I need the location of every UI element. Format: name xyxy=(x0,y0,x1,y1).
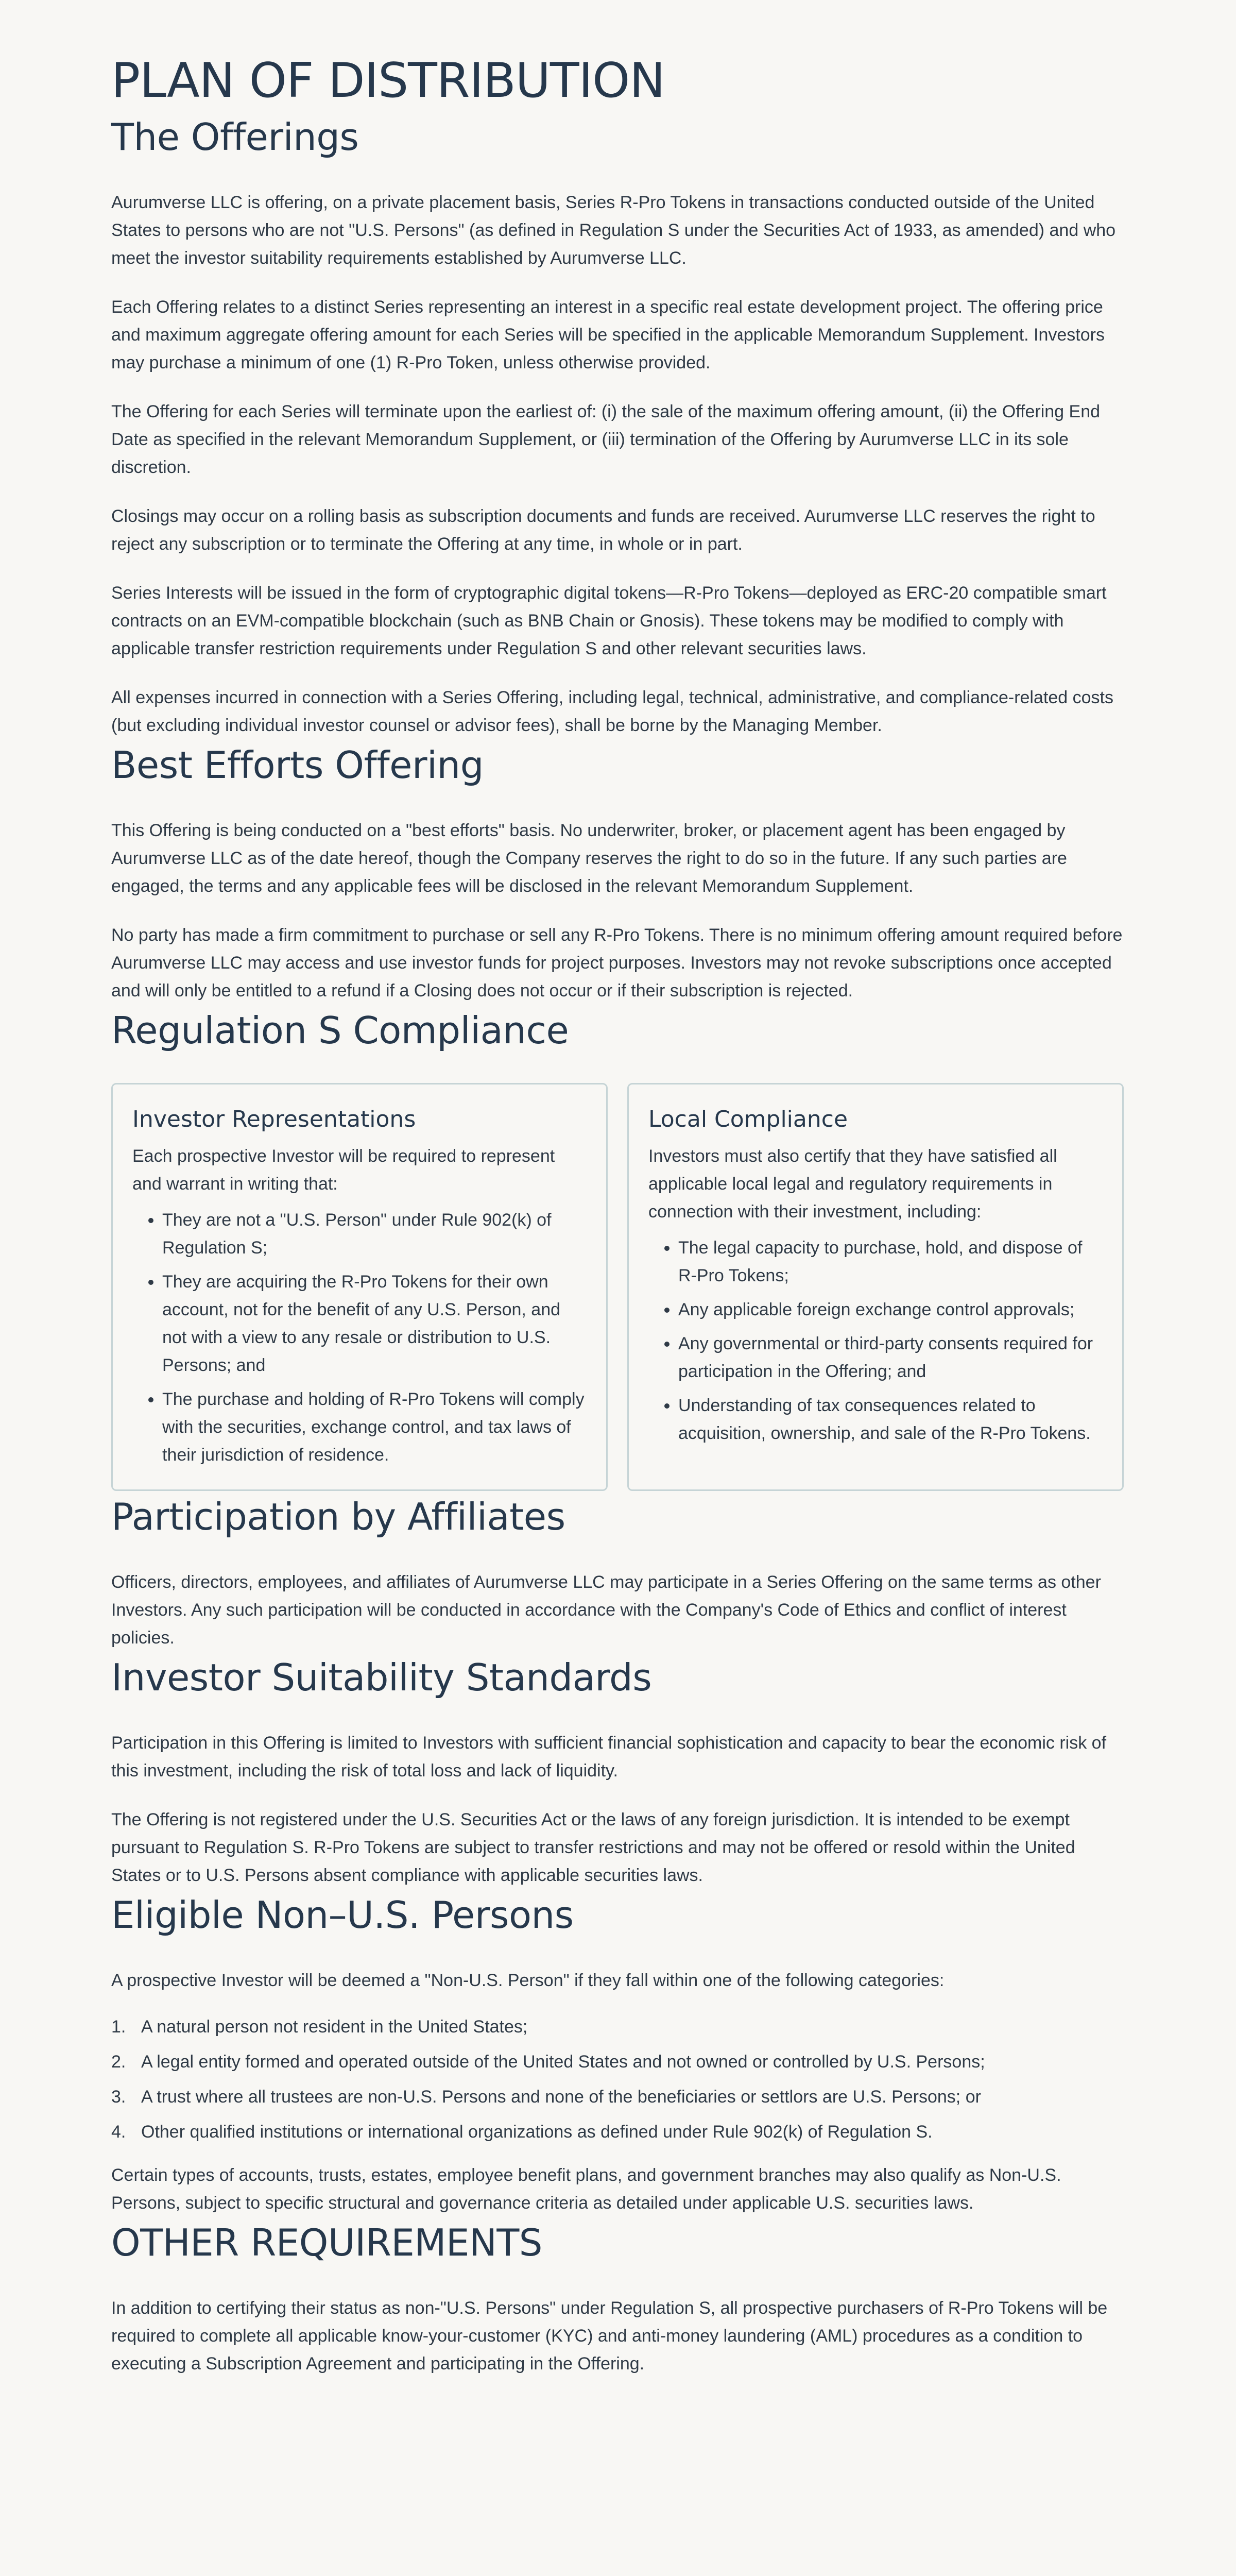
list-item xyxy=(111,2083,1124,2111)
list-item xyxy=(111,2013,1124,2041)
list-item: • The legal capacity to purchase, hold, and dispose of R-Pro Tokens; xyxy=(678,1234,1103,1290)
list-item: • Understanding of tax consequences related to acquisition, ownership, and sale of the R-Pro Tokens. xyxy=(678,1392,1103,1447)
page-title: PLAN OF DISTRIBUTION xyxy=(111,53,665,108)
other-requirements-paragraph: In addition to certifying their status as non-"U.S. Persons" under Regulation S, all prospective purchasers of R-Pro Tokens will be required to complete all applicable know-your-customer (KYC) and anti-money laundering (AML) procedures as a condition to executing a Subscription Agreement and participating in the Offering. xyxy=(111,2298,1108,2374)
local-compliance-card xyxy=(627,1083,1124,1491)
card-title: Local Compliance xyxy=(648,1106,848,1132)
section-heading-affiliates: Participation by Affiliates xyxy=(111,1495,565,1538)
eligible-outro: Certain types of accounts, trusts, estates, employee benefit plans, and government branches may also qualify as Non-U.S. Persons, subject to specific structural and governance criteria as detailed under applicable U.S. securities laws. xyxy=(111,2165,1061,2213)
list-text: A natural person not resident in the United States; xyxy=(141,2017,528,2037)
list-item: • The purchase and holding of R-Pro Tokens will comply with the securities, exchange control, and tax laws of their jurisdiction of residence. xyxy=(162,1385,587,1469)
affiliates-paragraph: Officers, directors, employees, and affiliates of Aurumverse LLC may participate in a Series Offering on the same terms as other Investors. Any such participation will be conducted in accordance with the Company's Code of Ethics and conflict of interest policies. xyxy=(111,1572,1101,1648)
section-heading-regulation-s: Regulation S Compliance xyxy=(111,1009,569,1052)
list-item xyxy=(111,2118,1124,2146)
section-heading-other-requirements: OTHER REQUIREMENTS xyxy=(111,2221,542,2264)
eligible-categories-list xyxy=(111,2013,1124,2146)
card-title: Investor Representations xyxy=(132,1106,416,1132)
card-intro: Investors must also certify that they have satisfied all applicable local legal and regulatory requirements in connection with their investment, including: xyxy=(648,1146,1057,1222)
list-item: • Any governmental or third-party consents required for participation in the Offering; and xyxy=(678,1330,1103,1385)
investor-representations-card xyxy=(111,1083,608,1491)
suitability-paragraph: The Offering is not registered under the U.S. Securities Act or the laws of any foreign jurisdiction. It is intended to be exempt pursuant to Regulation S. R-Pro Tokens are subject to transfer restrictions and may not be offered or resold within the United States or to U.S. Persons absent compliance with applicable securities laws. xyxy=(111,1810,1075,1885)
offerings-paragraph: Aurumverse LLC is offering, on a private placement basis, Series R-Pro Tokens in transactions conducted outside of the United States to persons who are not "U.S. Persons" (as defined in Regulation S under the Securities Act of 1933, as amended) and who meet the investor suitability requirements established by Aurumverse LLC. xyxy=(111,193,1116,268)
list-text: A legal entity formed and operated outside of the United States and not owned or controlled by U.S. Persons; xyxy=(141,2052,985,2072)
section-heading-suitability: Investor Suitability Standards xyxy=(111,1656,652,1699)
card-intro: Each prospective Investor will be required to represent and warrant in writing that: xyxy=(132,1146,555,1194)
card-bullet-list xyxy=(132,1206,587,1469)
suitability-paragraph: Participation in this Offering is limited to Investors with sufficient financial sophistication and capacity to bear the economic risk of this investment, including the risk of total loss and lack of liquidity. xyxy=(111,1733,1107,1781)
best-efforts-paragraph: No party has made a firm commitment to purchase or sell any R-Pro Tokens. There is no minimum offering amount required before Aurumverse LLC may access and use investor funds for project purposes. Investors may not revoke subscriptions once accepted and will only be entitled to a refund if a Closing does not occur or if their subscription is rejected. xyxy=(111,925,1123,1001)
list-number: 3. xyxy=(111,2087,126,2107)
section-heading-eligible: Eligible Non–U.S. Persons xyxy=(111,1893,574,1937)
list-item xyxy=(111,2048,1124,2076)
list-number: 2. xyxy=(111,2052,126,2072)
list-item: • They are not a "U.S. Person" under Rule 902(k) of Regulation S; xyxy=(162,1206,587,1262)
offerings-paragraph: Closings may occur on a rolling basis as subscription documents and funds are received. Aurumverse LLC reserves the right to reject any subscription or to terminate the Offering at any time, in whole or in part. xyxy=(111,506,1095,554)
card-bullet-list xyxy=(648,1234,1103,1447)
list-item: • They are acquiring the R-Pro Tokens for their own account, not for the benefit of any U.S. Person, and not with a view to any resale or distribution to U.S. Persons; and xyxy=(162,1268,587,1379)
section-heading-best-efforts: Best Efforts Offering xyxy=(111,743,484,787)
section-heading-offerings: The Offerings xyxy=(111,115,359,159)
offerings-paragraph: Each Offering relates to a distinct Series representing an interest in a specific real estate development project. The offering price and maximum aggregate offering amount for each Series will be specified in the applicable Memorandum Supplement. Investors may purchase a minimum of one (1) R-Pro Token, unless otherwise provided. xyxy=(111,297,1105,372)
offerings-paragraph: The Offering for each Series will terminate upon the earliest of: (i) the sale of the maximum offering amount, (ii) the Offering End Date as specified in the relevant Memorandum Supplement, or (iii) termination of the Offering by Aurumverse LLC in its sole discretion. xyxy=(111,402,1101,477)
offerings-paragraph: All expenses incurred in connection with a Series Offering, including legal, technical, administrative, and compliance-related costs (but excluding individual investor counsel or advisor fees), shall be borne by the Managing Member. xyxy=(111,688,1113,735)
list-number: 1. xyxy=(111,2017,126,2037)
document-page xyxy=(111,0,1124,2378)
list-number: 4. xyxy=(111,2122,126,2142)
list-item: • Any applicable foreign exchange control approvals; xyxy=(678,1296,1103,1324)
eligible-intro: A prospective Investor will be deemed a "Non-U.S. Person" if they fall within one of the following categories: xyxy=(111,1971,945,1990)
best-efforts-paragraph: This Offering is being conducted on a "best efforts" basis. No underwriter, broker, or placement agent has been engaged by Aurumverse LLC as of the date hereof, though the Company reserves the right to do so in the future. If any such parties are engaged, the terms and any applicable fees will be disclosed in the relevant Memorandum Supplement. xyxy=(111,821,1067,896)
list-text: Other qualified institutions or international organizations as defined under Rule 902(k) of Regulation S. xyxy=(141,2122,933,2142)
list-text: A trust where all trustees are non-U.S. Persons and none of the beneficiaries or settlors are U.S. Persons; or xyxy=(141,2087,981,2107)
compliance-cards xyxy=(111,1083,1124,1491)
offerings-paragraph: Series Interests will be issued in the form of cryptographic digital tokens—R-Pro Tokens—deployed as ERC-20 compatible smart contracts on an EVM-compatible blockchain (such as BNB Chain or Gnosis). These tokens may be modified to comply with applicable transfer restriction requirements under Regulation S and other relevant securities laws. xyxy=(111,583,1107,658)
